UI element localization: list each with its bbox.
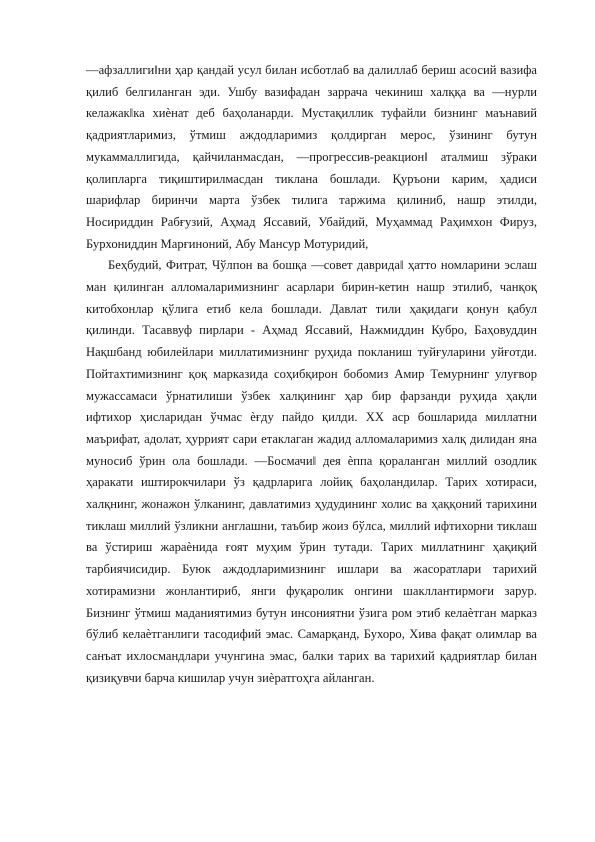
body-text: [86, 60, 537, 689]
paragraph-1: ―афзаллиги‖ни ҳар қандай усул билан исботлаб ва далиллаб бериш асосий вазифа қилиб белгиланган эди. Ушбу вазифадан заррача чекиниш халққа ва ―нурли келажак‖ка хиѐнат деб баҳоланарди. Мустақиллик туфайли бизнинг маънавий қадриятларимиз, ўтмиш аждодларимиз қолдирган мерос, ўзининг бутун мукаммаллигида, қайчиланмасдан, ―прогрессив-реакцион‖ аталмиш зўраки қолипларга тиқиштирилмасдан тиклана бошлади. Қуръони карим, ҳадиси шарифлар биринчи марта ўзбек тилига таржима қилиниб, нашр этилди, Носириддин Рабғузий, Аҳмад Яссавий, Убайдий, Муҳаммад Раҳимхон Фируз, Бурхониддин Марғиноний, Абу Мансур Мотуридий,: [86, 63, 537, 251]
paragraph-2: Беҳбудий, Фитрат, Чўлпон ва бошқа ―совет даврида‖ ҳатто номларини эслаш ман қилинган алломаларимизнинг асарлари бирин-кетин нашр этилиб, чанқоқ китобхонлар қўлига етиб кела бошлади. Давлат тили ҳақидаги қонун қабул қилинди. Тасаввуф пирлари - Аҳмад Яссавий, Нажмиддин Кубро, Баҳовуддин Нақшбанд юбилейлари миллатимизнинг руҳида покланиш туйғуларини уйғотди. Пойтахтимизнинг қоқ марказида соҳибқирон бобомиз Амир Темурнинг улуғвор мужассамаси ўрнатилиши ўзбек халқининг ҳар бир фарзанди руҳида ҳақли ифтихор ҳисларидан ўчмас ѐғду пайдо қилди. XX аср бошларида миллатни маърифат, адолат, ҳуррият сари етаклаган жадид алломаларимиз халқ дилидан яна муносиб ўрин ола бошлади. ―Босмачи‖ дея ѐппа қораланган миллий озодлик ҳаракати иштирокчилари ўз қадрларига лойиқ баҳоландилар. Тарих хотираси, халқнинг, жонажон ўлканинг, давлатимиз ҳудудининг холис ва ҳаққоний тарихини тиклаш миллий ўзликни англашни, таъбир жоиз бўлса, миллий ифтихорни тиклаш ва ўстириш жараѐнида ғоят муҳим ўрин тутади. Тарих миллатнинг ҳақиқий тарбиячисидир. Буюк аждодларимизнинг ишлари ва жасоратлари тарихий хотирамизни жонлантириб, янги фуқаролик онгини шакллантирмоғи зарур. Бизнинг ўтмиш маданиятимиз бутун инсониятни ўзига ром этиб келаѐтган марказ бўлиб келаѐтганлиги тасодифий эмас. Самарқанд, Бухоро, Хива фақат олимлар ва санъат ихлосмандлари учунгина эмас, балки тарих ва тарихий қадриятлар билан қизиқувчи барча кишилар учун зиѐратгоҳга айланган.: [86, 258, 537, 685]
